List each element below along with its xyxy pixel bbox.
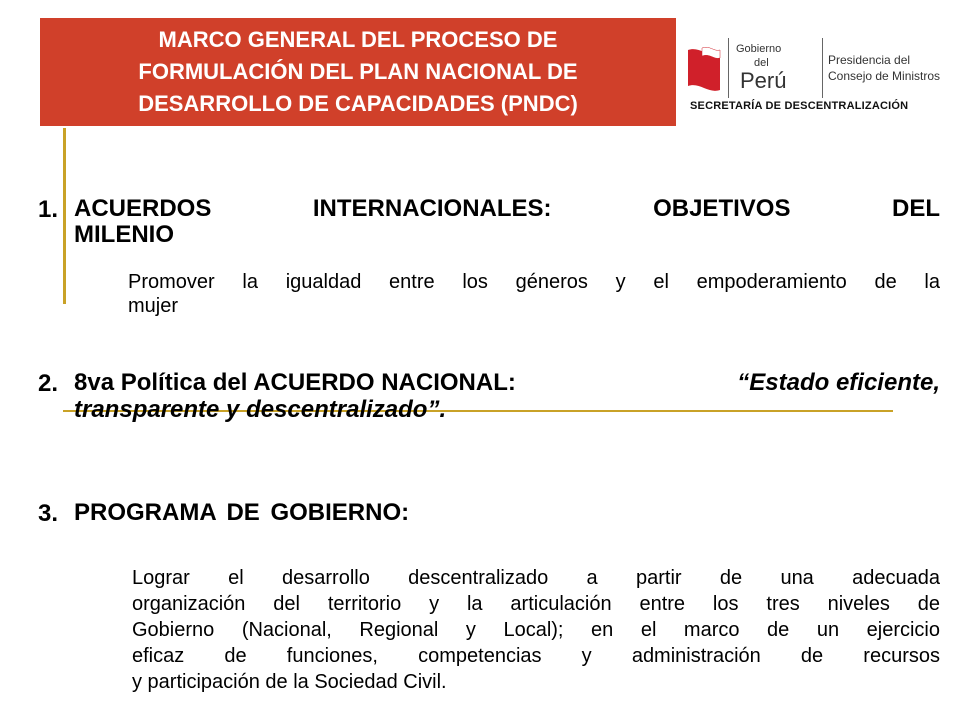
item-3-body-line-5: y participación de la Sociedad Civil. (132, 671, 447, 693)
item-3-heading: PROGRAMA DE GOBIERNO: (74, 499, 410, 526)
logo-presidencia: Presidencia del (828, 53, 911, 67)
item-1-body-line-1: Promover la igualdad entre los géneros y el empoderamiento de la (128, 271, 940, 293)
item-2-heading-line-2: transparente y descentralizado”. (74, 396, 447, 423)
logo-peru: Perú (740, 68, 787, 93)
item-2-heading-quote: “Estado eficiente, (737, 369, 940, 396)
logo-del: del (754, 57, 769, 69)
item-2-heading-line-1 (74, 370, 940, 396)
item-1-number: 1. (38, 196, 59, 223)
logo-consejo: Consejo de Ministros (828, 69, 941, 83)
item-3-body-line-2: organización del territorio y la articulación entre los tres niveles de (132, 593, 940, 615)
item-3-body-line-1: Lograr el desarrollo descentralizado a partir de una adecuada (132, 567, 940, 589)
logo-divider-2 (822, 38, 823, 98)
logo-gobierno: Gobierno (736, 43, 782, 55)
item-2-number: 2. (38, 370, 59, 397)
item-1-heading-line-1: ACUERDOS INTERNACIONALES: OBJETIVOS DEL (74, 195, 940, 222)
item-2-heading-bold: 8va Política del ACUERDO NACIONAL: (74, 369, 516, 396)
secretaria-label: SECRETARÍA DE DESCENTRALIZACIÓN (690, 100, 909, 112)
item-3-body-line-4: eficaz de funciones, competencias y administración de recursos (132, 645, 940, 667)
slide-title-box (40, 18, 676, 126)
flag-icon (688, 47, 720, 91)
decorative-vertical-line (63, 128, 66, 304)
title-line-3: DESARROLLO DE CAPACIDADES (PNDC) (138, 91, 578, 116)
title-line-1: MARCO GENERAL DEL PROCESO DE (158, 27, 558, 52)
item-1-body-line-2: mujer (128, 295, 179, 317)
item-3-number: 3. (38, 500, 59, 527)
title-line-2: FORMULACIÓN DEL PLAN NACIONAL DE (138, 59, 578, 84)
item-3-body-line-3: Gobierno (Nacional, Regional y Local); en el marco de un ejercicio (132, 619, 940, 641)
item-1-heading-line-2: MILENIO (74, 221, 174, 248)
logo-divider-1 (728, 38, 729, 98)
